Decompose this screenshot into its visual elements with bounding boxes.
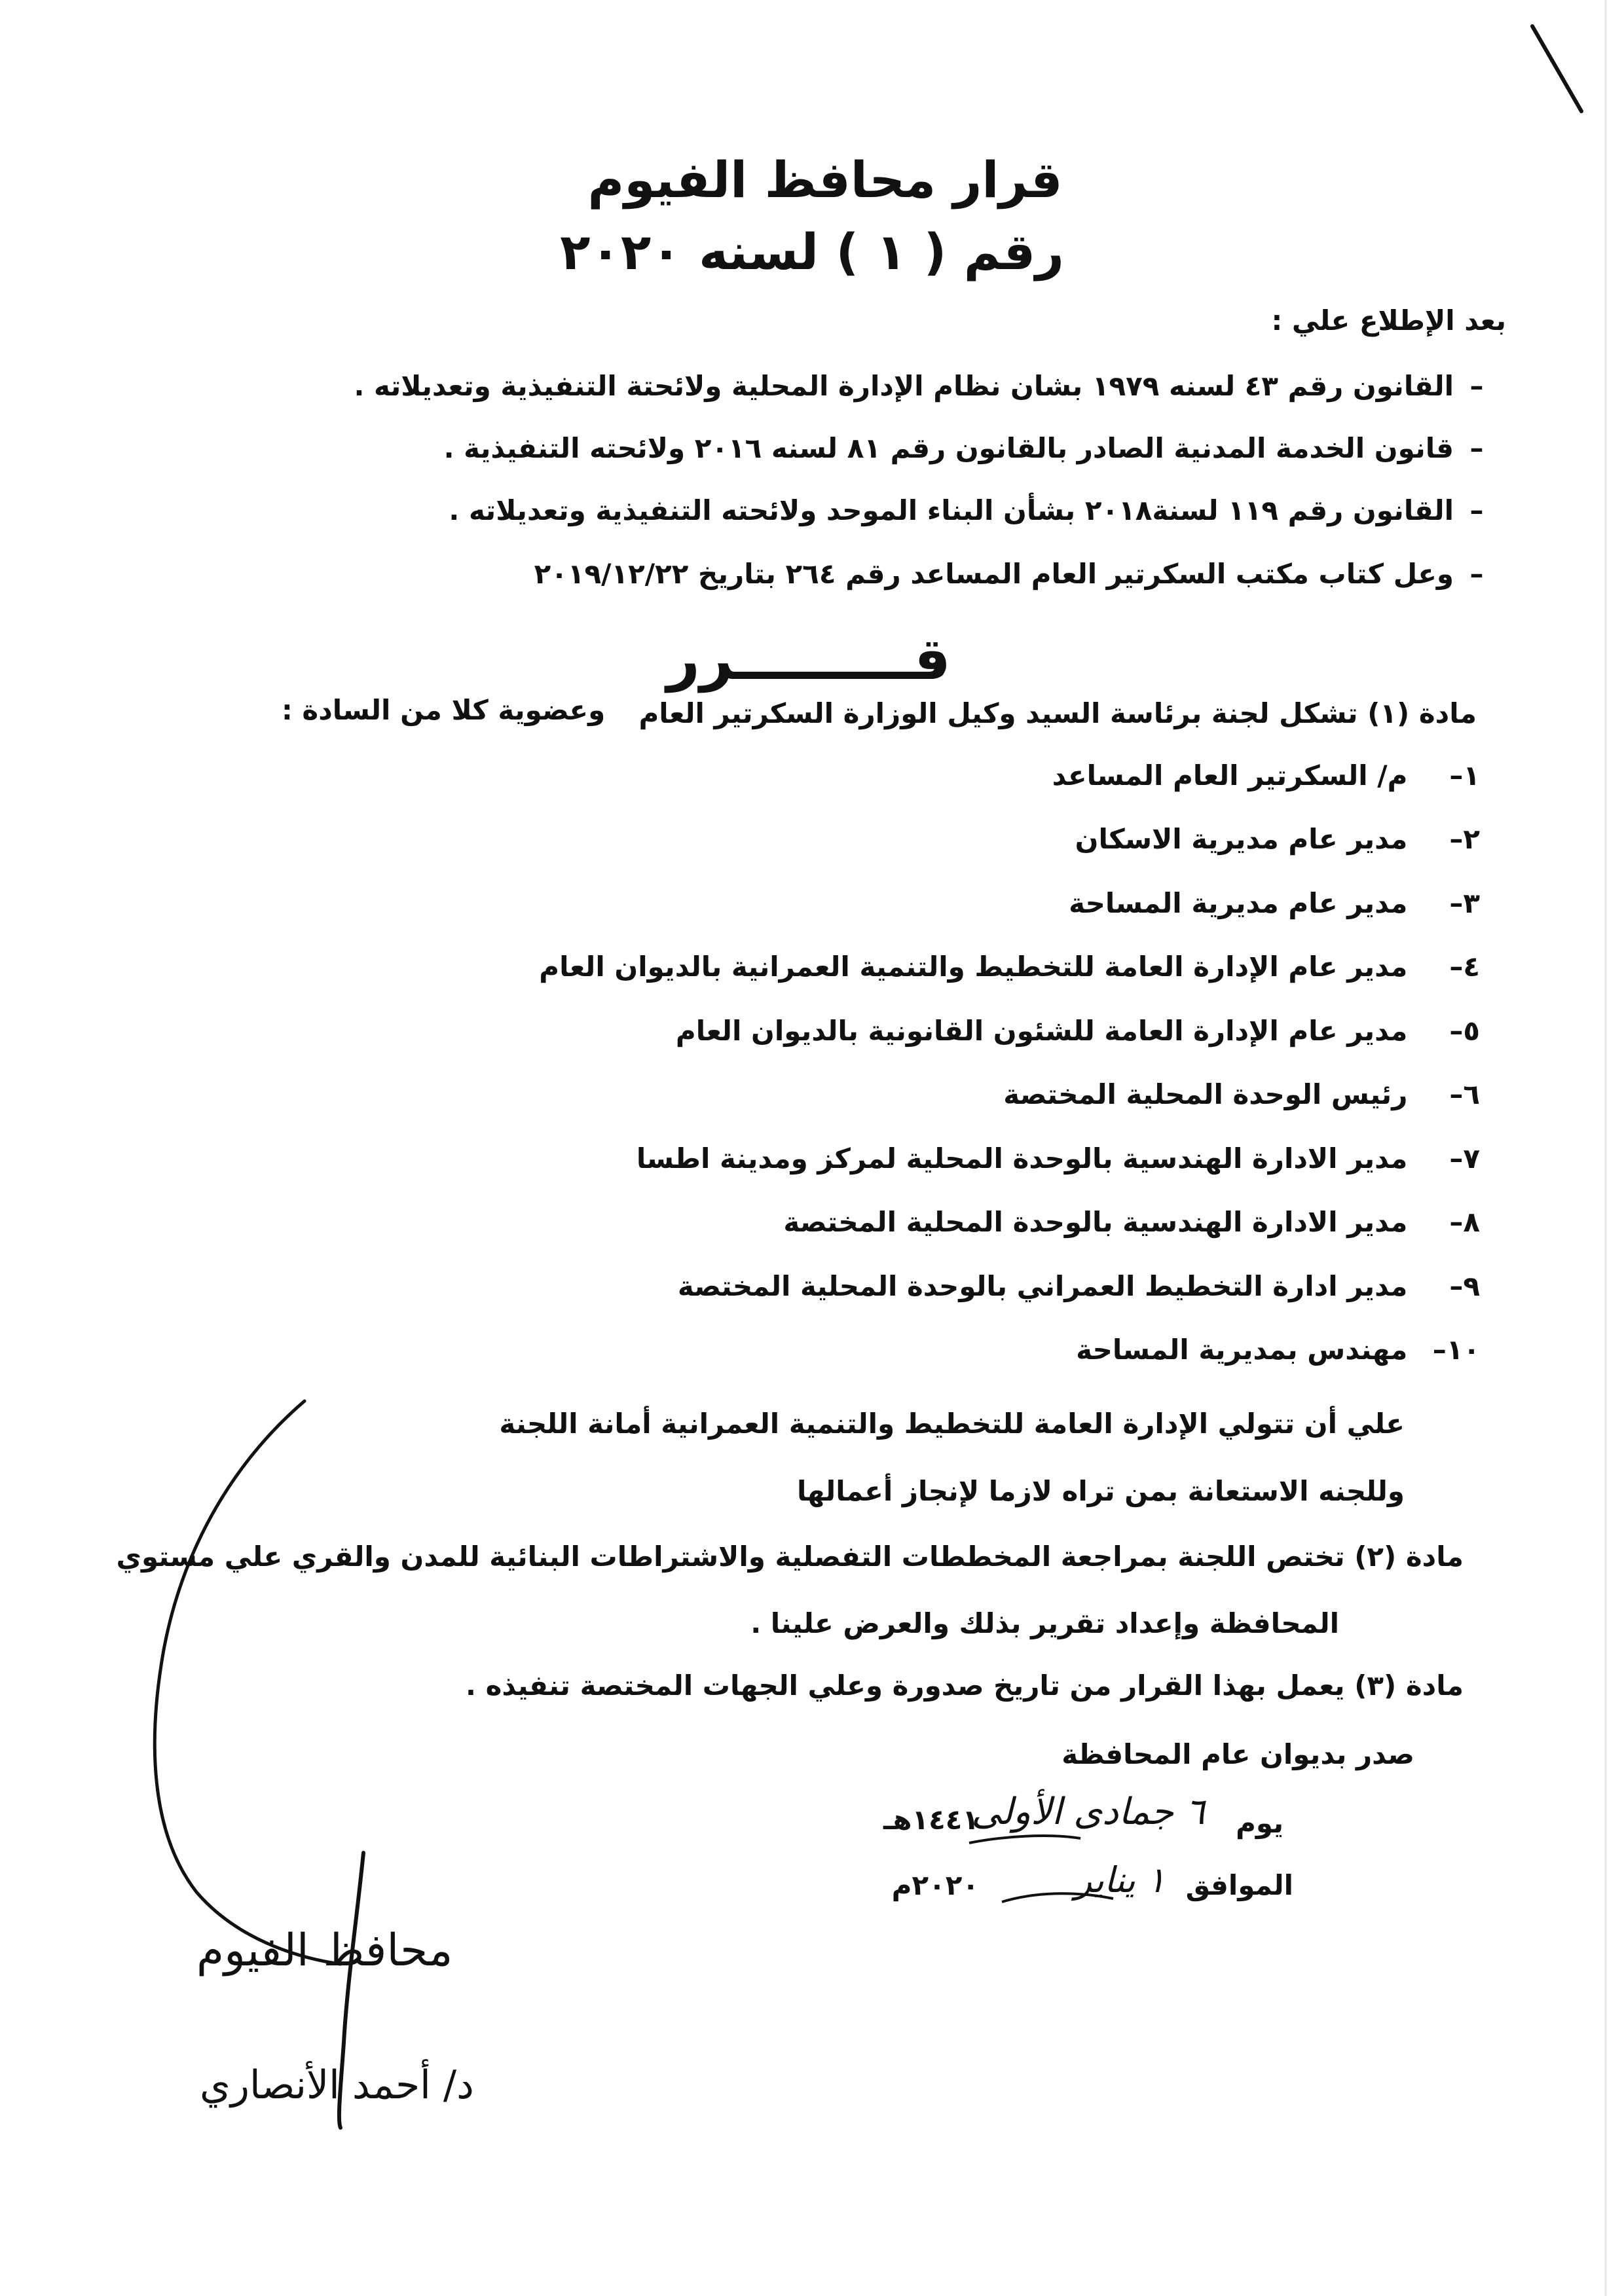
date-underline-icon: [1002, 1893, 1113, 1902]
preamble-item-text: قانون الخدمة المدنية الصادر بالقانون رقم ٨١ لسنه ٢٠١٦ ولائحته التنفيذية .: [443, 432, 1454, 464]
article1-note: علي أن تتولي الإدارة العامة للتخطيط والتنمية العمرانية أمانة اللجنة: [499, 1408, 1405, 1440]
governor-name: د/ أحمد الأنصاري: [200, 2062, 474, 2108]
governor-title: محافظ الفيوم: [196, 1925, 453, 1977]
member-number: ٥–: [1449, 1015, 1480, 1047]
member-number: ٢–: [1449, 823, 1480, 855]
preamble-item-text: القانون رقم ١١٩ لسنة٢٠١٨ بشأن البناء الموحد ولائحته التنفيذية وتعديلاته .: [449, 494, 1454, 526]
article1-head: مادة (١) تشكل لجنة برئاسة السيد وكيل الوزارة السكرتير العام: [638, 697, 1477, 729]
article1-tail: وعضوية كلا من السادة :: [282, 694, 606, 726]
date-underline-icon: [969, 1836, 1080, 1843]
bullet-dash: –: [1469, 432, 1484, 464]
preamble-item-text: وعل كتاب مكتب السكرتير العام المساعد رقم ٢٦٤ بتاريخ ٢٠١٩/١٢/٢٢: [534, 558, 1454, 590]
decree-number: رقم ( ١ ) لسنه ٢٠٢٠: [560, 223, 1064, 281]
member-text: رئيس الوحدة المحلية المختصة: [1003, 1078, 1408, 1110]
member-number: ٦–: [1449, 1078, 1480, 1110]
member-text: مدير عام مديرية الاسكان: [1075, 823, 1408, 855]
member-number: ١٠–: [1432, 1334, 1480, 1366]
article3-line: مادة (٣) يعمل بهذا القرار من تاريخ صدورة وعلي الجهات المختصة تنفيذه .: [466, 1669, 1464, 1702]
member-text: مهندس بمديرية المساحة: [1076, 1334, 1408, 1366]
member-text: مدير ادارة التخطيط العمراني بالوحدة المحلية المختصة: [677, 1270, 1408, 1302]
bullet-dash: –: [1469, 370, 1484, 402]
hijri-year: ١٤٤١هـ: [883, 1804, 979, 1836]
article2-line: مادة (٢) تختص اللجنة بمراجعة المخططات التفصلية والاشتراطات البنائية للمدن والقري علي مستوي: [116, 1540, 1464, 1573]
article2-line: المحافظة وإعداد تقرير بذلك والعرض علينا .: [750, 1607, 1339, 1639]
member-number: ٣–: [1449, 887, 1480, 919]
preamble-item-text: القانون رقم ٤٣ لسنه ١٩٧٩ بشان نظام الإدارة المحلية ولائحتة التنفيذية وتعديلاته .: [354, 370, 1454, 402]
member-number: ٤–: [1449, 951, 1480, 983]
member-text: مدير عام الإدارة العامة للشئون القانونية بالديوان العام: [675, 1015, 1408, 1047]
member-text: م/ السكرتير العام المساعد: [1052, 759, 1408, 792]
member-text: مدير عام مديرية المساحة: [1069, 887, 1408, 919]
signature-vertical-icon: [339, 1853, 363, 2128]
member-text: مدير عام الإدارة العامة للتخطيط والتنمية العمرانية بالديوان العام: [539, 951, 1408, 983]
member-number: ٧–: [1449, 1142, 1480, 1175]
greg-label: الموافق: [1185, 1869, 1293, 1901]
member-number: ٩–: [1449, 1270, 1480, 1302]
article1-note: وللجنه الاستعانة بمن تراه لازما لإنجاز أعمالها: [796, 1475, 1405, 1507]
bullet-dash: –: [1469, 494, 1484, 526]
preamble-intro: بعد الإطلاع علي :: [1271, 304, 1506, 337]
member-text: مدير الادارة الهندسية بالوحدة المحلية لمركز ومدينة اطسا: [636, 1142, 1408, 1175]
corner-mark-icon: [1532, 26, 1581, 111]
issuance-place: صدر بديوان عام المحافظة: [1061, 1738, 1414, 1770]
bullet-dash: –: [1469, 558, 1484, 590]
hijri-label: يوم: [1236, 1807, 1283, 1839]
member-number: ١–: [1449, 759, 1480, 792]
decision-heading: قـــــــــرر: [667, 625, 951, 693]
member-text: مدير الادارة الهندسية بالوحدة المحلية المختصة: [783, 1206, 1408, 1238]
signature-curve-icon: [155, 1401, 341, 1964]
member-number: ٨–: [1449, 1206, 1480, 1238]
decree-title: قرار محافظ الفيوم: [587, 151, 1063, 209]
hijri-handwritten: ٦ جمادى الأولى: [971, 1791, 1205, 1833]
greg-year: ٢٠٢٠م: [891, 1869, 979, 1901]
greg-handwritten: ١ يناير: [1075, 1859, 1166, 1901]
